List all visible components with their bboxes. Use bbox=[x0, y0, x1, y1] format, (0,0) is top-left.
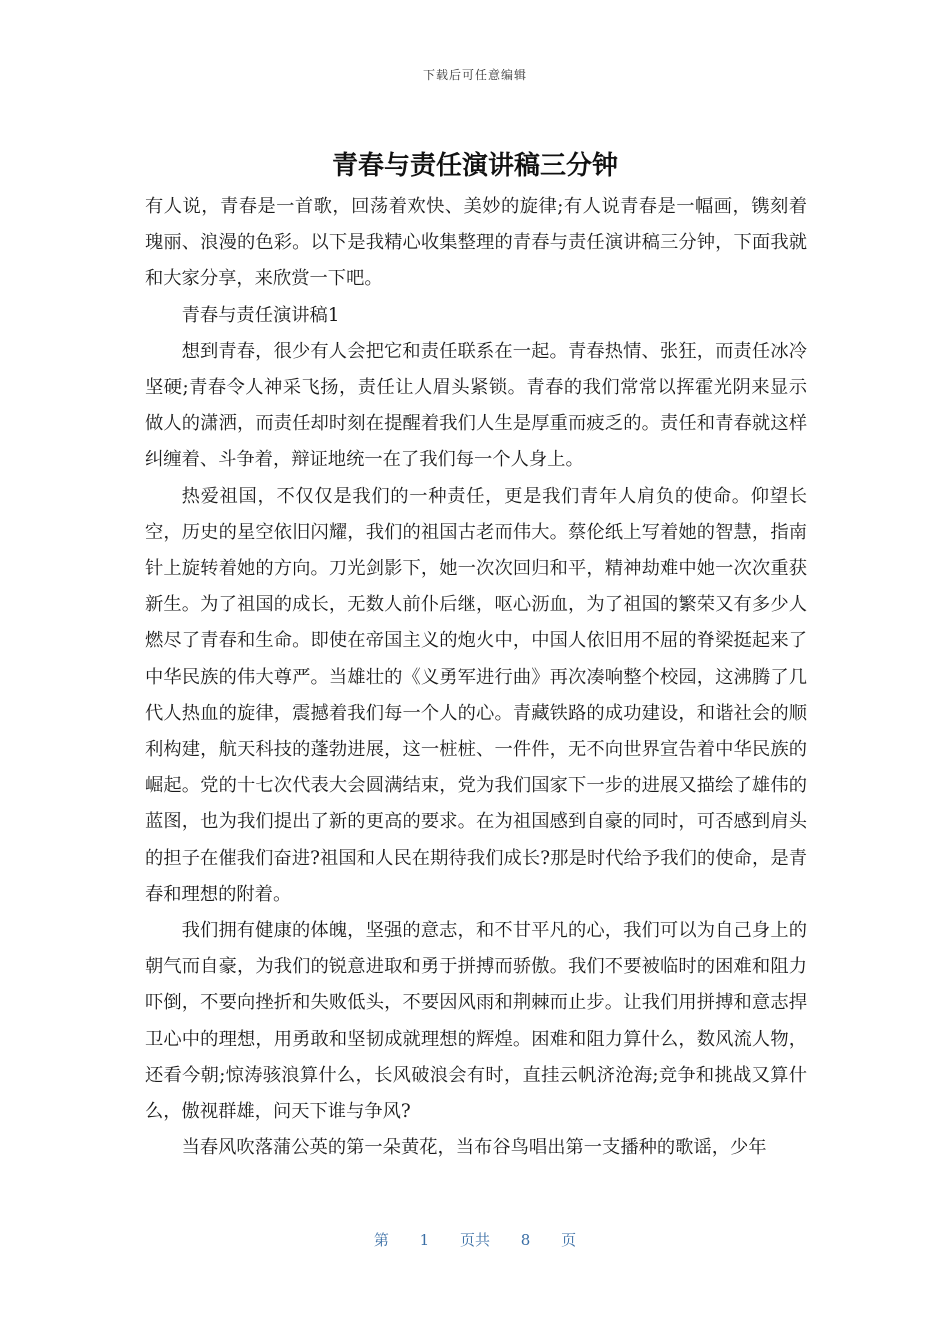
document-body bbox=[145, 189, 807, 1166]
intro-paragraph: 有人说，青春是一首歌，回荡着欢快、美妙的旋律;有人说青春是一幅画，镌刻着瑰丽、浪漫的色彩。以下是我精心收集整理的青春与责任演讲稿三分钟，下面我就和大家分享，来欣赏一下吧。 bbox=[145, 196, 807, 290]
section-heading: 青春与责任演讲稿1 bbox=[181, 304, 340, 326]
page-label-suffix: 页 bbox=[561, 1231, 577, 1249]
current-page-number: 1 bbox=[419, 1231, 430, 1249]
page-footer bbox=[0, 1229, 950, 1250]
body-paragraph: 当春风吹落蒲公英的第一朵黄花，当布谷鸟唱出第一支播种的歌谣，少年 bbox=[181, 1137, 767, 1159]
page-label-prefix: 第 bbox=[373, 1231, 389, 1249]
header-note: 下载后可任意编辑 bbox=[422, 68, 527, 82]
document-title: 青春与责任演讲稿三分钟 bbox=[331, 151, 618, 181]
body-paragraph: 想到青春，很少有人会把它和责任联系在一起。青春热情、张狂，而责任冰冷坚硬;青春令人神采飞扬，责任让人眉头紧锁。青春的我们常常以挥霍光阴来显示做人的潇洒，而责任却时刻在提醒着我们人生是厚重而疲乏的。责任和青春就这样纠缠着、斗争着，辩证地统一在了我们每一个人身上。 bbox=[145, 340, 807, 471]
total-pages-number: 8 bbox=[520, 1231, 531, 1249]
body-paragraph: 我们拥有健康的体魄，坚强的意志，和不甘平凡的心，我们可以为自己身上的朝气而自豪，为我们的锐意进取和勇于拼搏而骄傲。我们不要被临时的困难和阻力吓倒，不要向挫折和失败低头，不要因风雨和荆棘而止步。让我们用拼搏和意志捍卫心中的理想，用勇敢和坚韧成就理想的辉煌。困难和阻力算什么，数风流人物，还看今朝;惊涛骇浪算什么，长风破浪会有时，直挂云帆济沧海;竞争和挑战又算什么，傲视群雄，问天下谁与争风? bbox=[145, 920, 807, 1123]
page-label-mid: 页共 bbox=[459, 1231, 490, 1249]
body-paragraph: 热爱祖国，不仅仅是我们的一种责任，更是我们青年人肩负的使命。仰望长空，历史的星空依旧闪耀，我们的祖国古老而伟大。蔡伦纸上写着她的智慧，指南针上旋转着她的方向。刀光剑影下，她一次次回归和平，精神劫难中她一次次重获新生。为了祖国的成长，无数人前仆后继，呕心沥血，为了祖国的繁荣又有多少人燃尽了青春和生命。即使在帝国主义的炮火中，中国人依旧用不屈的脊梁挺起来了中华民族的伟大尊严。当雄壮的《义勇军进行曲》再次凑响整个校园，这沸腾了几代人热血的旋律，震撼着我们每一个人的心。青藏铁路的成功建设，和谐社会的顺利构建，航天科技的蓬勃进展，这一桩桩、一件件，无不向世界宣告着中华民族的崛起。党的十七次代表大会圆满结束，党为我们国家下一步的进展又描绘了雄伟的蓝图，也为我们提出了新的更高的要求。在为祖国感到自豪的同时，可否感到肩头的担子在催我们奋进?祖国和人民在期待我们成长?那是时代给予我们的使命，是青春和理想的附着。 bbox=[145, 485, 807, 905]
